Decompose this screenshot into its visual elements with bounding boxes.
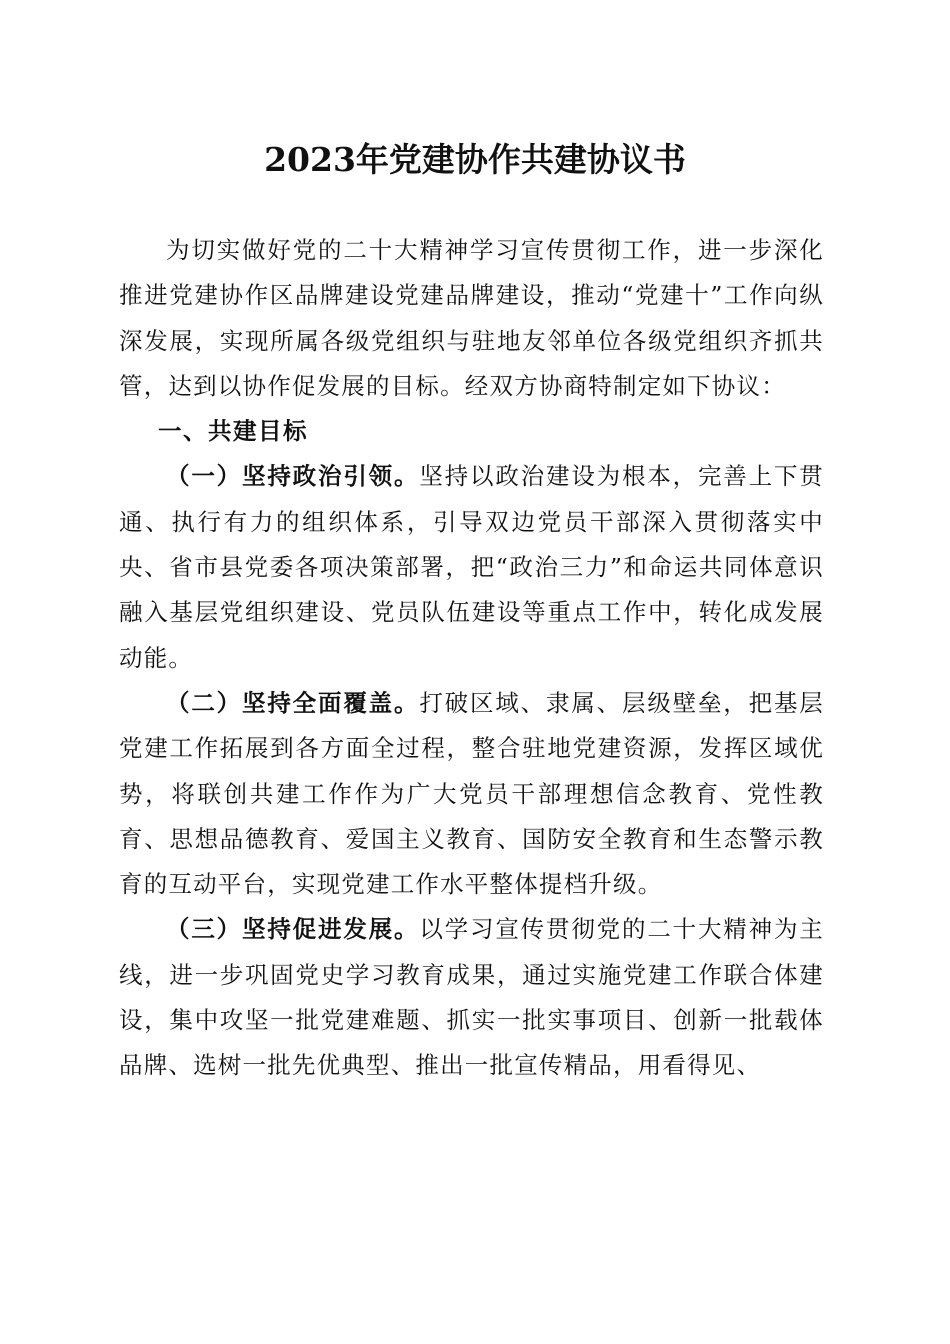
goal-item-lead: （一）坚持政治引领。 bbox=[166, 462, 420, 491]
goal-item-text: 打破区域、隶属、层级壁垒，把基层党建工作拓展到各方面全过程，整合驻地党建资源，发挥区域优势，将联创共建工作作为广大党员干部理想信念教育、党性教育、思想品德教育、爱国主义教育、国防安全教育和生态警示教育的互动平台，实现党建工作水平整体提档升级。 bbox=[119, 688, 825, 899]
goal-item-promote-development bbox=[119, 907, 824, 1088]
goal-item-political-leadership bbox=[119, 454, 824, 680]
goal-item-full-coverage bbox=[119, 681, 824, 907]
document-body bbox=[119, 228, 824, 1089]
goal-item-lead: （二）坚持全面覆盖。 bbox=[166, 688, 420, 717]
document-title: 2023年党建协作共建协议书 bbox=[264, 140, 686, 179]
intro-paragraph: 为切实做好党的二十大精神学习宣传贯彻工作，进一步深化推进党建协作区品牌建设党建品牌建设，推动“党建十”工作向纵深发展，实现所属各级党组织与驻地友邻单位各级党组织齐抓共管，达到以协作促发展的目标。经双方协商特制定如下协议： bbox=[119, 236, 824, 400]
goal-item-text: 坚持以政治建设为根本，完善上下贯通、执行有力的组织体系，引导双边党员干部深入贯彻落实中央、省市县党委各项决策部署，把“政治三力”和命运共同体意识融入基层党组织建设、党员队伍建设等重点工作中，转化成发展动能。 bbox=[119, 462, 825, 672]
section-heading-goals: 一、共建目标 bbox=[158, 417, 308, 446]
goal-item-lead: （三）坚持促进发展。 bbox=[166, 915, 420, 944]
goal-item-text: 以学习宣传贯彻党的二十大精神为主线，进一步巩固党史学习教育成果，通过实施党建工作联合体建设，集中攻坚一批党建难题、抓实一批实事项目、创新一批载体品牌、选树一批先优典型、推出一批宣传精品，用看得见、 bbox=[119, 915, 825, 1080]
